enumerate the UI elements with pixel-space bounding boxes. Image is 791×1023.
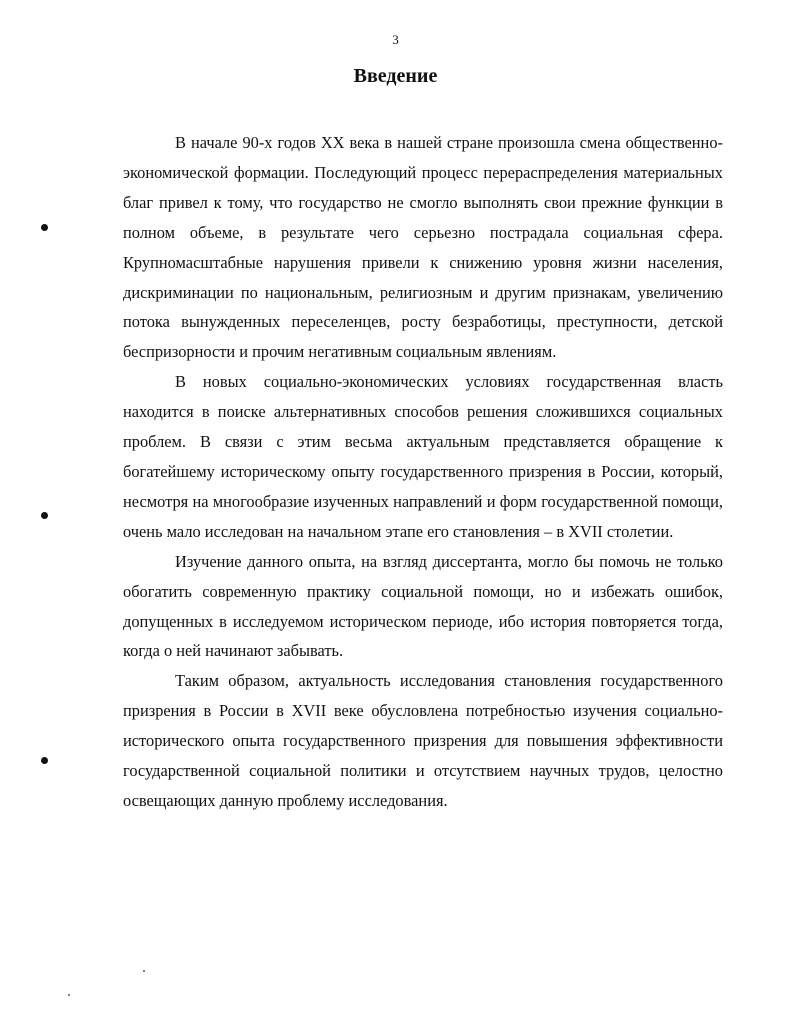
scan-mark-3 bbox=[41, 757, 48, 764]
page-number: 3 bbox=[392, 32, 399, 47]
scan-speck-1 bbox=[143, 970, 145, 972]
scan-speck-2 bbox=[68, 994, 70, 996]
body-text bbox=[123, 128, 723, 816]
page-title: Введение bbox=[353, 65, 438, 87]
scan-mark-2 bbox=[41, 512, 48, 519]
paragraph-4: Таким образом, актуальность исследования становления государственного призрения в России в XVII веке обусловлена потребностью изучения социально-исторического опыта государственного призрения для повышения эффективности государственной социальной политики и отсутствием научных трудов, целостно освещающих данную проблему исследования. bbox=[123, 671, 723, 810]
scan-mark-1 bbox=[41, 224, 48, 231]
paragraph-2: В новых социально-экономических условиях государственная власть находится в поиске альтернативных способов решения сложившихся социальных проблем. В связи с этим весьма актуальным представляется обращение к богатейшему историческому опыту государственного призрения в России, который, несмотря на многообразие изученных направлений и форм государственной помощи, очень мало исследован на начальном этапе его становления – в XVII столетии. bbox=[123, 372, 723, 541]
paragraph-3: Изучение данного опыта, на взгляд диссертанта, могло бы помочь не только обогатить современную практику социальной помощи, но и избежать ошибок, допущенных в исследуемом историческом периоде, ибо история повторяется тогда, когда о ней начинают забывать. bbox=[123, 551, 723, 661]
paragraph-1: В начале 90-х годов XX века в нашей стране произошла смена общественно-экономической формации. Последующий процесс перераспределения материальных благ привел к тому, что государство не смогло выполнять свои прежние функции в полном объеме, в результате чего серьезно пострадала социальная сфера. Крупномасштабные нарушения привели к снижению уровня жизни населения, дискриминации по национальным, религиозным и другим признакам, увеличению потока вынужденных переселенцев, росту безработицы, преступности, детской беспризорности и прочим негативным социальным явлениям. bbox=[123, 133, 723, 362]
